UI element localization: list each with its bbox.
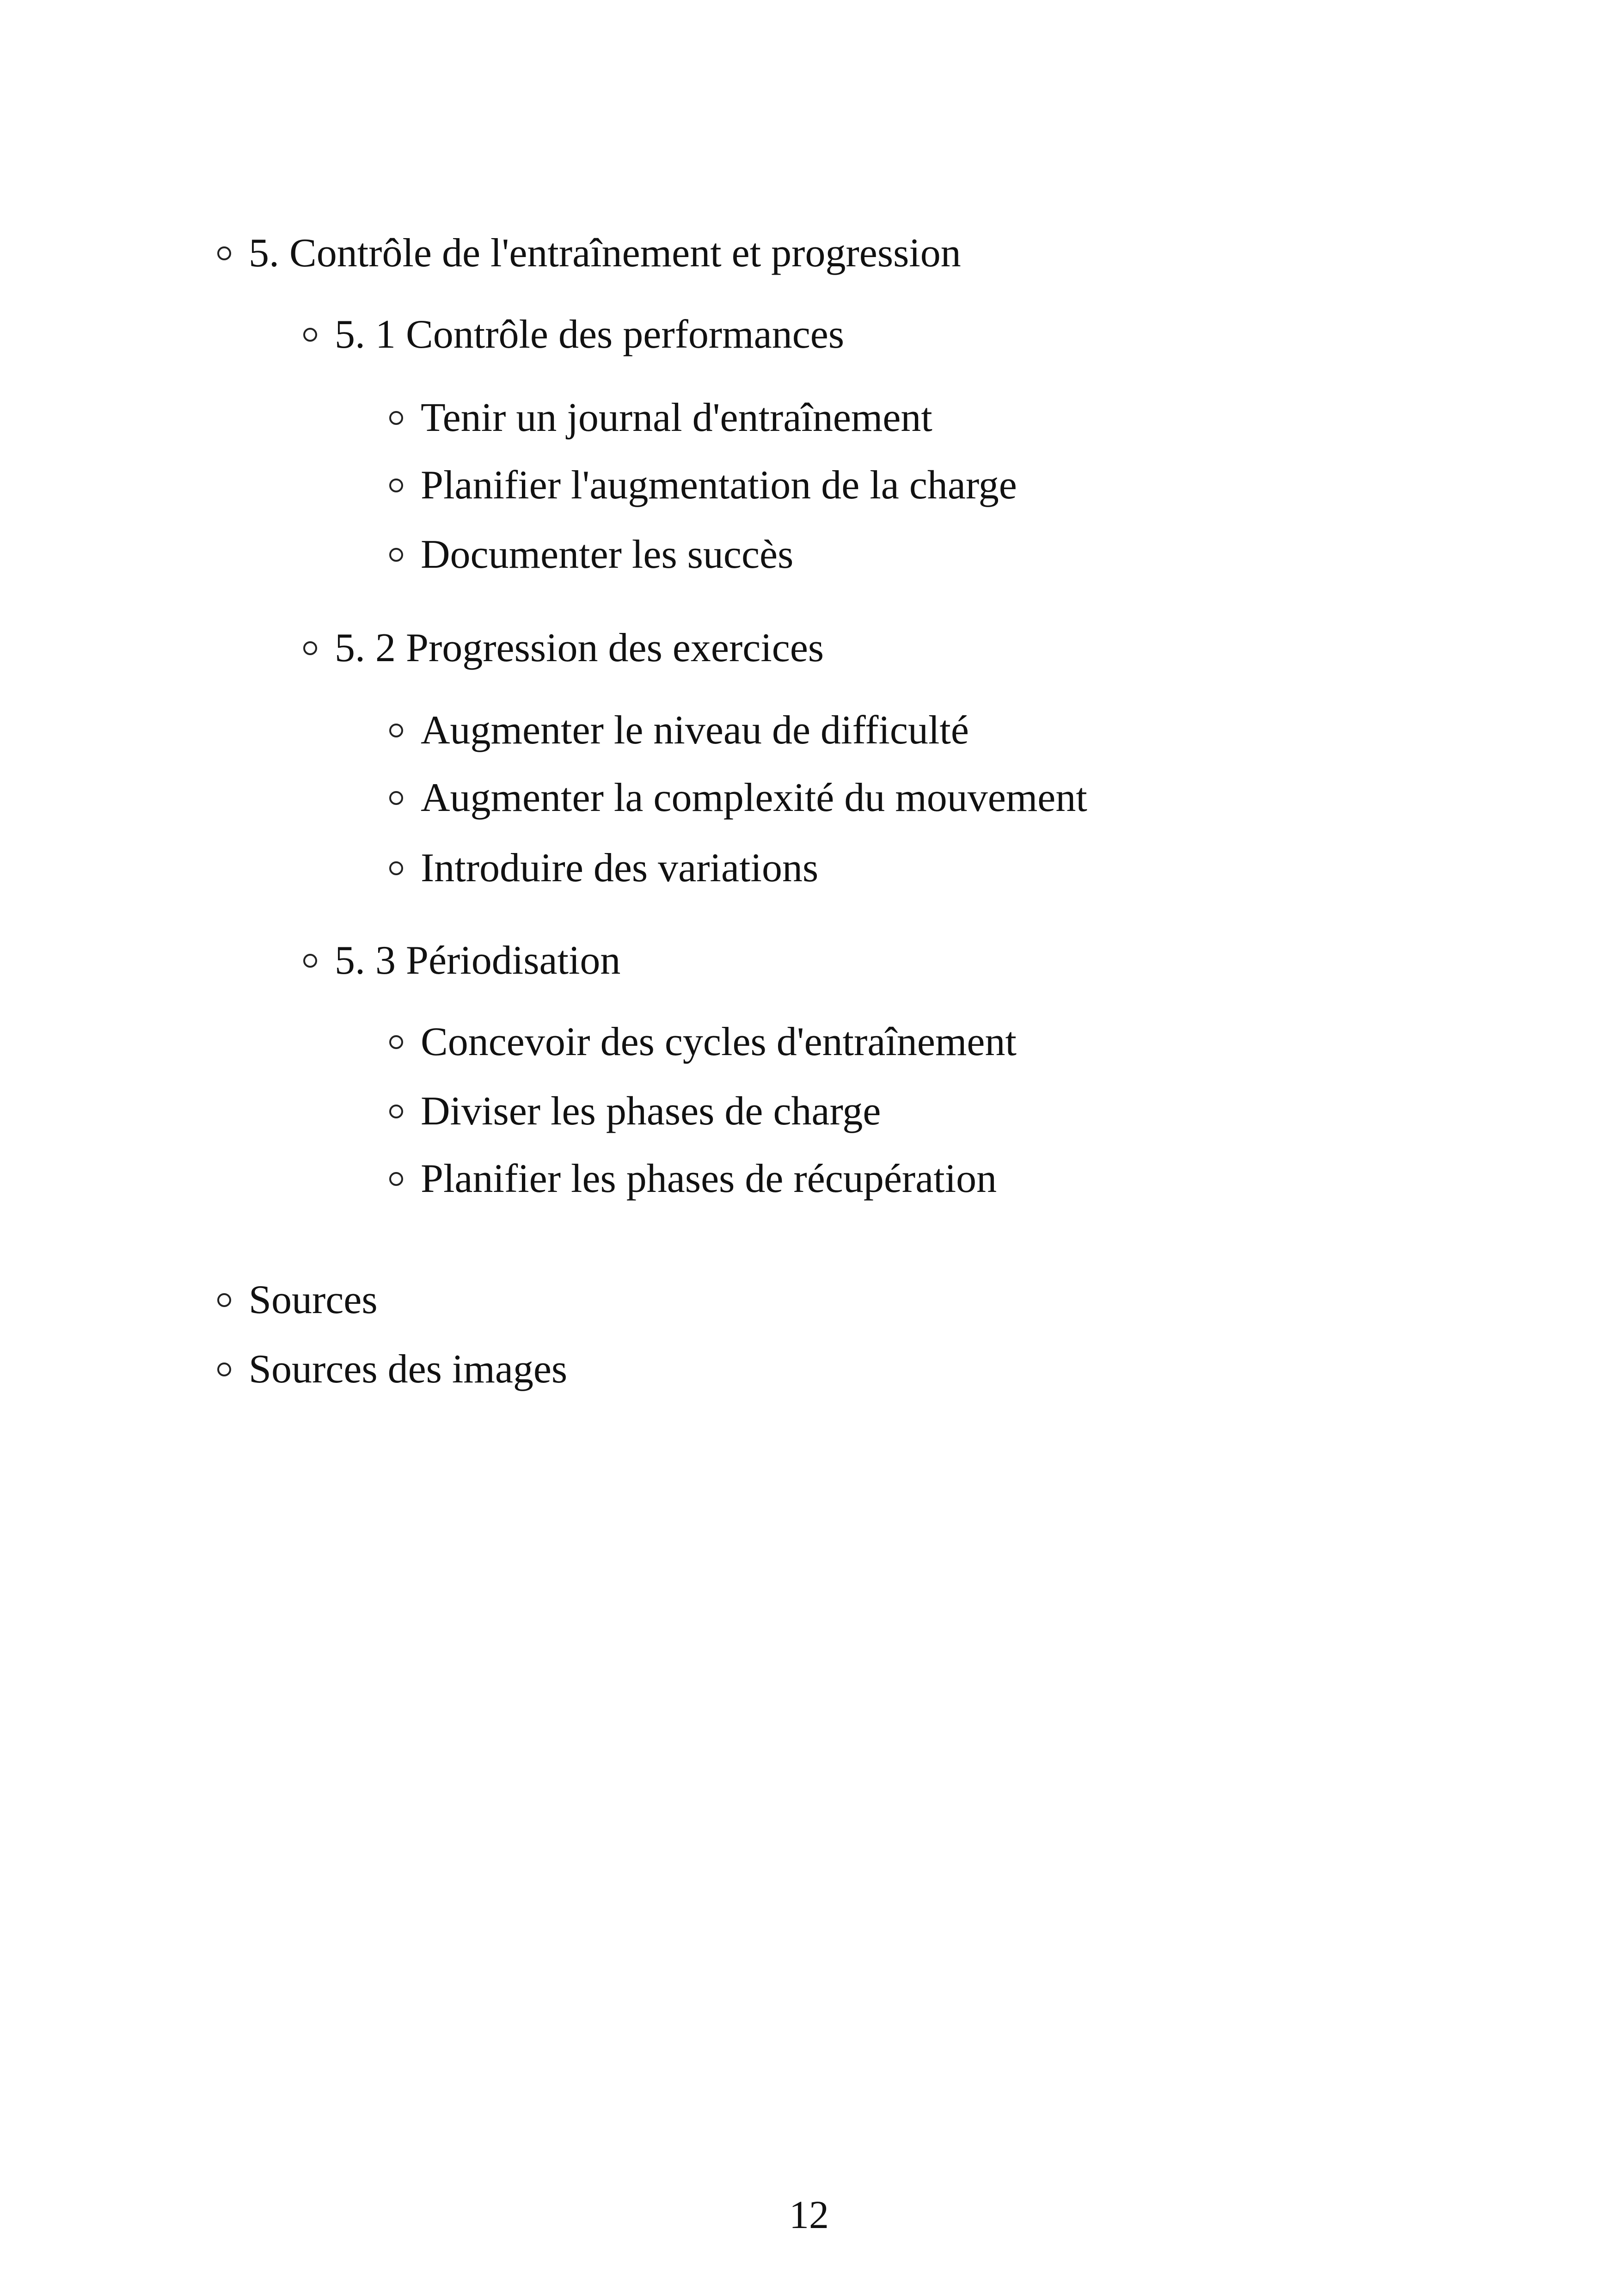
hollow-circle-icon <box>389 1035 403 1049</box>
hollow-circle-icon <box>389 411 403 425</box>
toc-item-image-sources[interactable] <box>217 1342 567 1397</box>
hollow-circle-icon <box>217 246 231 260</box>
page-number: 12 <box>789 2192 829 2237</box>
hollow-circle-icon <box>303 641 317 655</box>
toc-item-section-5-1[interactable] <box>303 307 844 362</box>
hollow-circle-icon <box>217 1293 231 1307</box>
toc-item-label: Planifier les phases de récupération <box>421 1156 997 1201</box>
hollow-circle-icon <box>389 479 403 492</box>
toc-item-label: 5. 2 Progression des exercices <box>335 626 824 670</box>
hollow-circle-icon <box>389 861 403 875</box>
toc-item-label: Augmenter la complexité du mouvement <box>421 775 1087 820</box>
toc-item[interactable] <box>389 390 932 446</box>
toc-item-section-5-2[interactable] <box>303 620 824 676</box>
toc-item-label: Documenter les succès <box>421 532 794 577</box>
toc-item-section-5-3[interactable] <box>303 933 620 988</box>
toc-item[interactable] <box>389 770 1087 826</box>
toc-item-sources[interactable] <box>217 1272 378 1328</box>
toc-item-label: 5. Contrôle de l'entraînement et progression <box>249 231 961 276</box>
hollow-circle-icon <box>389 1105 403 1118</box>
toc-item[interactable] <box>389 458 1017 513</box>
toc-item[interactable] <box>389 1151 997 1207</box>
toc-item-label: Augmenter le niveau de difficulté <box>421 708 969 753</box>
hollow-circle-icon <box>389 1172 403 1186</box>
toc-item-label: Planifier l'augmentation de la charge <box>421 463 1017 508</box>
toc-item[interactable] <box>389 527 793 583</box>
hollow-circle-icon <box>389 791 403 805</box>
hollow-circle-icon <box>389 724 403 737</box>
toc-item-label: Tenir un journal d'entraînement <box>421 395 932 440</box>
hollow-circle-icon <box>389 548 403 562</box>
toc-item-label: Diviser les phases de charge <box>421 1089 881 1134</box>
toc-item-label: 5. 1 Contrôle des performances <box>335 312 845 357</box>
toc-item[interactable] <box>389 703 969 758</box>
toc-item[interactable] <box>389 1014 1017 1070</box>
toc-item[interactable] <box>389 841 818 896</box>
toc-item-label: Concevoir des cycles d'entraînement <box>421 1019 1017 1064</box>
hollow-circle-icon <box>303 954 317 968</box>
toc-item-label: Introduire des variations <box>421 846 819 890</box>
toc-item-label: 5. 3 Périodisation <box>335 938 621 983</box>
toc-item-label: Sources des images <box>249 1347 568 1392</box>
hollow-circle-icon <box>217 1363 231 1376</box>
hollow-circle-icon <box>303 328 317 342</box>
toc-item[interactable] <box>389 1084 881 1139</box>
toc-item-section-5[interactable] <box>217 226 961 281</box>
toc-item-label: Sources <box>249 1277 378 1322</box>
